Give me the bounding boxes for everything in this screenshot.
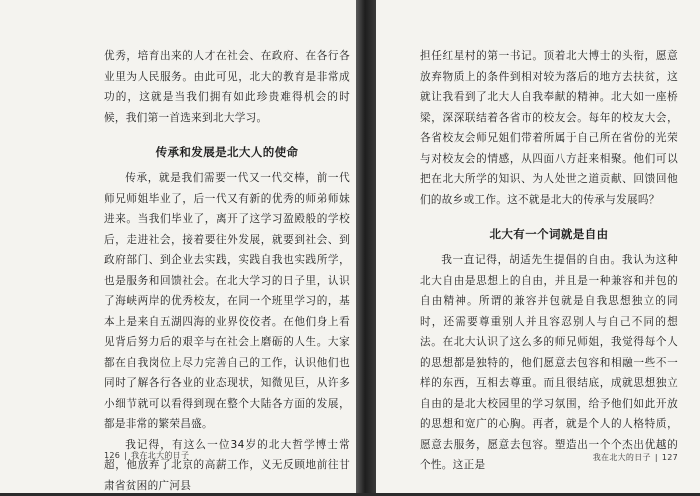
left-section-paragraph-1: 传承，就是我们需要一代又一代交棒，前一代师兄师姐毕业了，后一代又有新的优秀的师弟师妹进来。当我们毕业了，离开了这学习盈殿般的学校后，走进社会，接着要往外发展，就要到社会、到政府部门、到企业去实践，实践自我也实践所学，也是服务和回馈社会。在北大学习的日子里，认识了海峡两岸的优秀校友，在同一个班里学习的，基本上是来自五湖四海的业界佼佼者。在他们身上看见背后努力后的艰辛与在社会上磨砺的人生。大家都在自我岗位上尽力完善自己的工作，认识他们也同时了解各行各业的业态现状，知微见巨，从许多小细节就可以看得到现在整个大陆各方面的发展，都是非常的繁荣昌盛。 xyxy=(104,168,350,435)
left-paragraph-1: 优秀，培育出来的人才在社会、在政府、在各行各业里为人民服务。由此可见，北大的教育是非常成功的，这就是当我们拥有如此珍贵难得机会的时候，我们第一首选来到北大学习。 xyxy=(104,46,350,128)
right-page xyxy=(376,0,700,493)
right-page-body xyxy=(420,46,678,476)
right-book-title: 我在北大的日子 xyxy=(593,453,651,462)
left-book-title: 我在北大的日子 xyxy=(131,451,189,460)
right-paragraph-1: 担任红星村的第一书记。顶着北大博士的头衔，愿意放弃物质上的条件到相对较为落后的地方去扶贫，这就让我看到了北大人自我奉献的精神。北大如一座桥梁，深深联结着各省市的校友会。每年的校友大会，各省校友会师兄姐们带着所属于自己所在省份的光荣与对校友会的情感，从四面八方赶来相聚。他们可以把在北大所学的知识、为人处世之道贡献、回馈回他们的故乡或工作。这不就是北大的传承与发展吗？ xyxy=(420,46,678,210)
book-gutter xyxy=(356,0,376,493)
left-section-paragraph-2: 我记得，有这么一位34岁的北大哲学博士常超，他放弃了北京的高薪工作，义无反顾地前往甘肃省贫困的广河县 xyxy=(104,435,350,496)
right-section-paragraph-1: 我一直记得，胡适先生提倡的自由。我认为这种北大自由是思想上的自由，并且是一种兼容和并包的自由精神。所谓的兼容并包就是自我思想独立的同时，还需要尊重别人并且容忍别人与自己不同的想法。在北大认识了这么多的师兄师姐，我觉得每个人的思想都是独特的，他们愿意去包容和相融一些不一样的东西，互相去尊重。而且很结底，成就思想独立自由的是北大校园里的学习氛围，给予他们如此开放的思想和宽广的心胸。再者，就是个人的人格特质，愿意去服务，愿意去包容。塑造出一个个杰出优越的个性。这正是 xyxy=(420,250,678,476)
left-page-number: 126 xyxy=(104,451,120,460)
left-section-title: 传承和发展是北大人的使命 xyxy=(104,142,350,162)
right-section-title: 北大有一个词就是自由 xyxy=(420,224,678,244)
right-page-footer: 我在北大的日子 | 127 xyxy=(593,452,678,463)
left-page-footer: 126 | 我在北大的日子 xyxy=(104,450,189,461)
left-page-body xyxy=(104,46,350,496)
right-page-number: 127 xyxy=(662,453,678,462)
